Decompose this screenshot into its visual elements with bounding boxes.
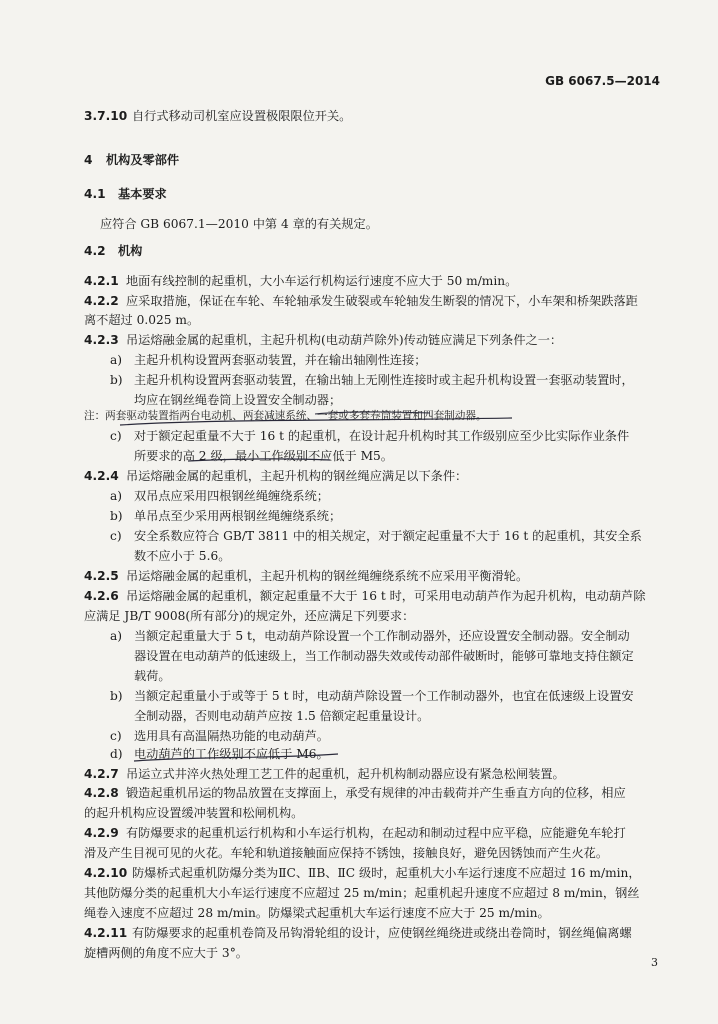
list-item-4-2-4-c-cont: 数不应小于 5.6。 (134, 549, 231, 563)
clause-4-2-2-cont: 离不超过 0.025 m。 (84, 313, 200, 327)
list-item-4-2-3-c-cont: 所要求的高 2 级，最小工作级别不应低于 M5。 (134, 449, 393, 463)
page-number: 3 (651, 956, 658, 969)
clause-4-2-8: 4.2.8 锻造起重机吊运的物品放置在支撑面上，承受有规律的冲击载荷并产生垂直方向的位移，相应 (84, 786, 626, 800)
standard-code: GB 6067.5—2014 (545, 74, 660, 88)
list-item-4-2-3-b-cont: 均应在钢丝绳卷筒上设置安全制动器； (134, 393, 342, 407)
list-item-4-2-4-a: a) 双吊点应采用四根钢丝绳缠绕系统； (110, 489, 329, 503)
note: 注：两套驱动装置指两台电动机、两套减速系统、一套或多套卷筒装置和四套制动器。 (84, 410, 487, 422)
clause-4-2-10-cont: 其他防爆分类的起重机大小车运行速度不应超过 25 m/min；起重机起升速度不应超过 8 m/min，钢丝 (84, 886, 640, 900)
list-item-4-2-6-d: d) 电动葫芦的工作级别不应低于 M6。 (110, 747, 329, 761)
clause-4-2-2: 4.2.2 应采取措施，保证在车轮、车轮轴承发生破裂或车轮轴发生断裂的情况下，小车架和桥架跌落距 (84, 294, 638, 308)
list-item-4-2-6-a-cont2: 载荷。 (134, 669, 171, 683)
list-item-4-2-6-a-cont: 器设置在电动葫芦的低速级上，当工作制动器失效或传动部件破断时，能够可靠地支持住额定 (134, 649, 634, 663)
clause-4-2-10: 4.2.10 防爆桥式起重机防爆分类为ⅡC、ⅡB、ⅡC 级时，起重机大小车运行速度不应超过 16 m/min， (84, 866, 641, 880)
clause-4-2-5: 4.2.5 吊运熔融金属的起重机，主起升机构的钢丝绳缠绕系统不应采用平衡滑轮。 (84, 569, 529, 583)
clause-4-2-6-cont: 应满足 JB/T 9008(所有部分)的规定外，还应满足下列要求： (84, 609, 415, 623)
list-item-4-2-3-a: a) 主起升机构设置两套驱动装置，并在输出轴刚性连接； (110, 353, 427, 367)
clause-4-2-1: 4.2.1 地面有线控制的起重机，大小车运行机构运行速度不应大于 50 m/min。 (84, 274, 518, 288)
list-item-4-2-6-b: b) 当额定起重量小于或等于 5 t 时，电动葫芦除设置一个工作制动器外，也宜在低速级上设置安 (110, 689, 634, 703)
section-heading-4-2: 4.2 机构 (84, 244, 143, 258)
clause-4-2-10-cont2: 绳卷入速度不应超过 28 m/min。防爆梁式起重机大车运行速度不应大于 25 m/min。 (84, 906, 550, 920)
section-heading-4-1: 4.1 基本要求 (84, 187, 167, 201)
paragraph-4-1: 应符合 GB 6067.1—2010 中第 4 章的有关规定。 (100, 217, 378, 231)
clause-4-2-7: 4.2.7 吊运立式井淬火热处理工艺工件的起重机，起升机构制动器应设有紧急松闸装置。 (84, 767, 565, 781)
list-item-4-2-6-c: c) 选用具有高温隔热功能的电动葫芦。 (110, 729, 329, 743)
section-heading-4: 4 机构及零部件 (84, 153, 180, 167)
clause-4-2-9: 4.2.9 有防爆要求的起重机运行机构和小车运行机构，在起动和制动过程中应平稳，应能避免车轮打 (84, 826, 626, 840)
list-item-4-2-6-a: a) 当额定起重量大于 5 t，电动葫芦除设置一个工作制动器外，还应设置安全制动器。安全制动 (110, 629, 630, 643)
list-item-4-2-6-b-cont: 全制动器，否则电动葫芦应按 1.5 倍额定起重量设计。 (134, 709, 430, 723)
clause-4-2-8-cont: 的起升机构应设置缓冲装置和松闸机构。 (84, 806, 304, 820)
list-item-4-2-4-b: b) 单吊点至少采用两根钢丝绳缠绕系统； (110, 509, 342, 523)
clause-3-7-10: 3.7.10 自行式移动司机室应设置极限限位开关。 (84, 109, 352, 123)
list-item-4-2-3-c: c) 对于额定起重量不大于 16 t 的起重机，在设计起升机构时其工作级别应至少比实际作业条件 (110, 429, 630, 443)
clause-4-2-3: 4.2.3 吊运熔融金属的起重机，主起升机构(电动葫芦除外)传动链应满足下列条件之一： (84, 333, 563, 347)
clause-4-2-4: 4.2.4 吊运熔融金属的起重机，主起升机构的钢丝绳应满足以下条件： (84, 469, 468, 483)
clause-4-2-9-cont: 滑及产生目视可见的火花。车轮和轨道接触面应保持不锈蚀，接触良好，避免因锈蚀而产生火花。 (84, 846, 609, 860)
clause-4-2-11: 4.2.11 有防爆要求的起重机卷筒及吊钩滑轮组的设计，应使钢丝绳绕进或绕出卷筒时，钢丝绳偏离螺 (84, 926, 632, 940)
clause-4-2-11-cont: 旋槽两侧的角度不应大于 3°。 (84, 946, 248, 960)
list-item-4-2-4-c: c) 安全系数应符合 GB/T 3811 中的相关规定，对于额定起重量不大于 16 t 的起重机，其安全系 (110, 529, 642, 543)
list-item-4-2-3-b: b) 主起升机构设置两套驱动装置，在输出轴上无刚性连接时或主起升机构设置一套驱动装置时， (110, 373, 634, 387)
clause-4-2-6: 4.2.6 吊运熔融金属的起重机，额定起重量不大于 16 t 时，可采用电动葫芦作为起升机构，电动葫芦除 (84, 589, 646, 603)
